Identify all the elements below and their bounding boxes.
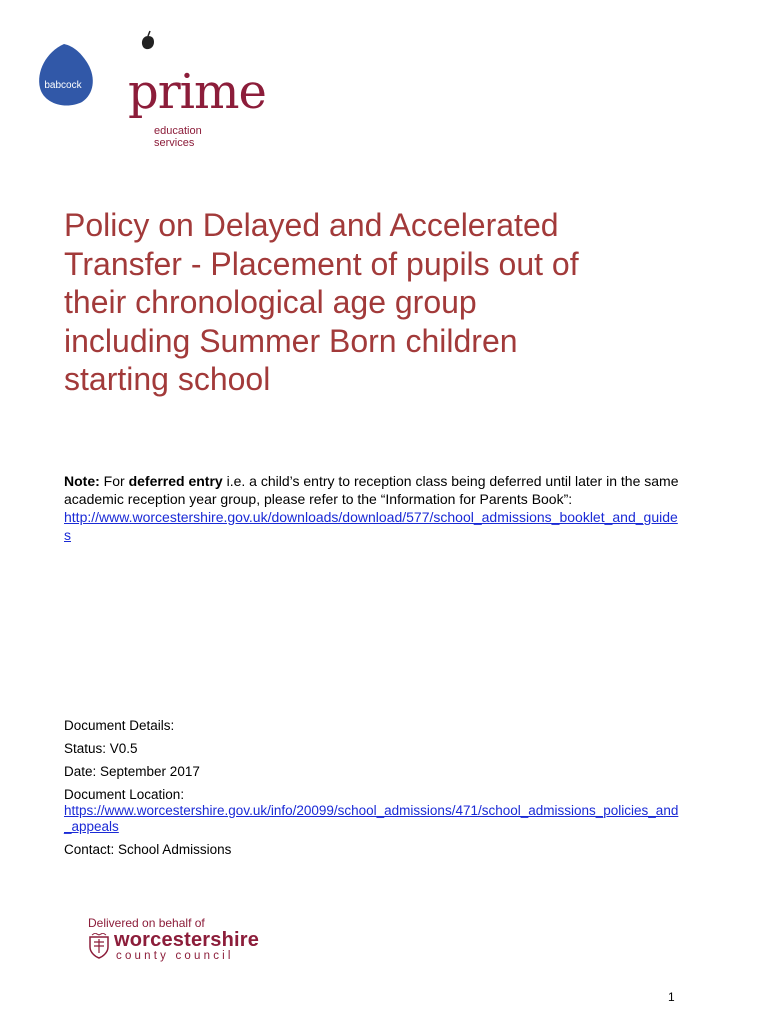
title-line: Transfer - Placement of pupils out of bbox=[64, 245, 579, 282]
logo-subtitle: education services bbox=[154, 125, 202, 149]
deferred-entry-note bbox=[64, 472, 684, 544]
title-line: starting school bbox=[64, 361, 271, 397]
note-bold-term: deferred entry bbox=[128, 473, 223, 489]
parents-book-link[interactable]: http://www.worcestershire.gov.uk/downloads/download/577/school_admissions_booklet_and_guides bbox=[64, 509, 678, 543]
details-contact: Contact: School Admissions bbox=[64, 842, 232, 857]
document-location-link[interactable]: https://www.worcestershire.gov.uk/info/20099/school_admissions/471/school_admissions_policies_and_appeals bbox=[64, 803, 679, 834]
details-date: Date: September 2017 bbox=[64, 764, 200, 779]
title-line: including Summer Born children bbox=[64, 322, 518, 359]
worcestershire-logo bbox=[86, 916, 286, 966]
details-status: Status: V0.5 bbox=[64, 741, 138, 756]
details-location-label: Document Location: bbox=[64, 787, 185, 802]
title-line: Policy on Delayed and Accelerated bbox=[64, 207, 559, 243]
council-name: worcestershire bbox=[114, 929, 260, 951]
page-number: 1 bbox=[668, 990, 675, 1004]
council-crest-icon bbox=[88, 933, 110, 959]
note-label: Note: bbox=[64, 473, 100, 489]
delivered-on-behalf-text: Delivered on behalf of bbox=[88, 916, 205, 930]
document-details bbox=[64, 718, 684, 865]
note-text: i.e. a child’s entry to reception class being deferred until later in the same academic reception year group, please refer to the “Information for Parents Book”: bbox=[64, 473, 679, 507]
details-heading: Document Details: bbox=[64, 718, 175, 733]
details-location bbox=[64, 787, 684, 835]
prime-logo bbox=[36, 30, 266, 149]
title-line: their chronological age group bbox=[64, 284, 477, 320]
note-text: For bbox=[99, 473, 129, 489]
logo-wordmark: prime bbox=[128, 64, 266, 120]
logo-badge-text: babcock bbox=[44, 80, 82, 91]
document-title bbox=[64, 206, 704, 399]
council-subtitle: county council bbox=[116, 950, 234, 962]
